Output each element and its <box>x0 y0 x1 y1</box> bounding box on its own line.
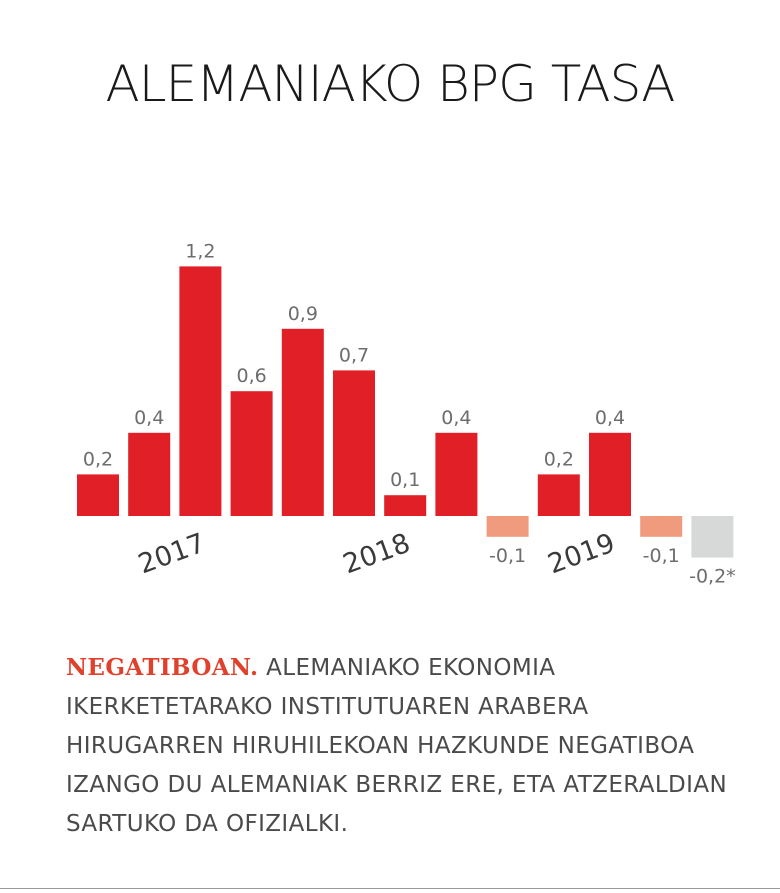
bar-4 <box>282 329 324 516</box>
value-label-6: 0,1 <box>390 469 421 492</box>
bar-7 <box>435 433 477 516</box>
value-label-7: 0,4 <box>441 406 472 429</box>
caption-text: ALEMANIAKO EKONOMIA IKERKETETARAKO INSTITUTUAREN ARABERA HIRUGARREN HIRUHILEKOAN HAZKUNDE NEGATIBOA IZANGO DU ALEMANIAK BERRIZ ERE, ETA ATZERALDIAN SARTUKO DA OFIZIALKI. <box>66 655 728 837</box>
caption <box>66 648 746 844</box>
bar-6 <box>384 495 426 516</box>
year-labels-group <box>134 528 619 581</box>
bar-5 <box>333 370 375 516</box>
bar-11 <box>640 516 682 537</box>
year-label-2017: 2017 <box>134 527 210 581</box>
bar-1 <box>128 433 170 516</box>
bar-12 <box>691 516 733 558</box>
value-label-1: 0,4 <box>134 406 165 429</box>
bar-3 <box>231 391 273 516</box>
value-label-11: -0,1 <box>642 544 680 567</box>
chart-title: ALEMANIAKO BPG TASA <box>105 55 675 113</box>
bar-9 <box>538 474 580 516</box>
year-label-2019: 2019 <box>543 527 620 581</box>
value-label-4: 0,9 <box>287 302 318 325</box>
bar-8 <box>487 516 529 537</box>
value-label-10: 0,4 <box>594 406 626 429</box>
value-label-0: 0,2 <box>82 448 114 471</box>
value-label-8: -0,1 <box>489 544 527 567</box>
bar-2 <box>179 266 221 516</box>
year-label-2018: 2018 <box>339 527 415 581</box>
caption-lead: NEGATIBOAN. <box>66 654 259 681</box>
bottom-divider <box>0 888 780 889</box>
bar-10 <box>589 433 631 516</box>
value-label-5: 0,7 <box>338 344 370 367</box>
value-label-12: -0,2* <box>689 565 736 588</box>
value-label-9: 0,2 <box>543 448 574 471</box>
bars-group <box>77 266 733 557</box>
bar-0 <box>77 474 119 516</box>
value-label-2: 1,2 <box>185 240 216 263</box>
value-label-3: 0,6 <box>236 365 267 388</box>
